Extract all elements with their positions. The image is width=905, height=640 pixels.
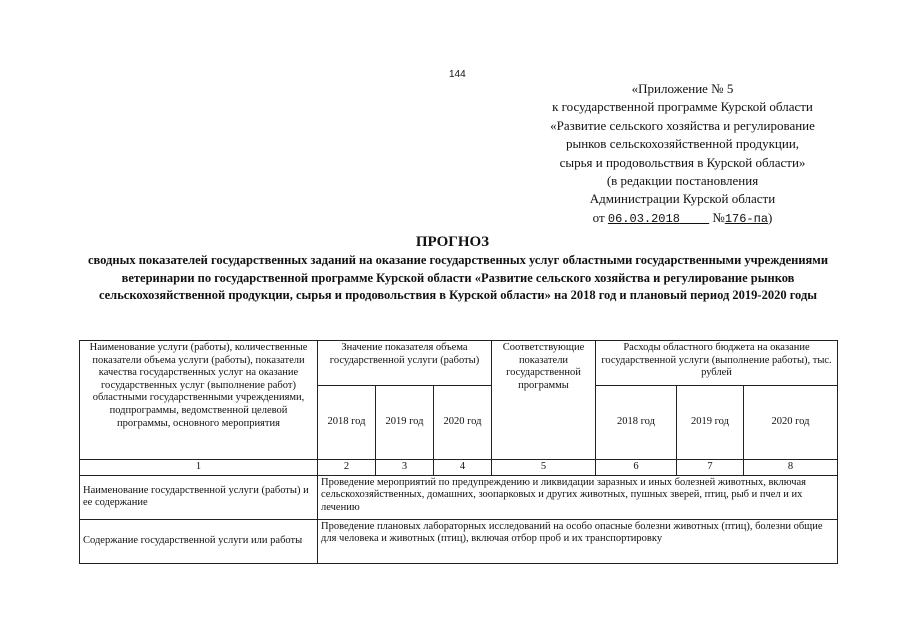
column-number: 5 [492, 460, 596, 476]
header-service-name: Наименование услуги (работы), количественные показатели объема услуги (работы), показатели качества государственных услуг на оказание государственных услуг (выполнение работ) областными государственными учреждениями, подпрограммы, ведомственной целевой программы, основного мероприятия [80, 341, 318, 460]
header-program-indicators: Соответствующие показатели государственной программы [492, 341, 596, 460]
column-number: 6 [596, 460, 677, 476]
row-label: Содержание государственной услуги или работы [80, 519, 318, 563]
row-content: Проведение плановых лабораторных исследований на особо опасные болезни животных (птиц), болезни общие для человека и животных (птиц), включая отбор проб и их транспортировку [318, 519, 838, 563]
year-2018-expenses: 2018 год [596, 386, 677, 460]
document-title: ПРОГНОЗ [415, 234, 490, 250]
number-prefix: № [712, 209, 725, 225]
document-subtitle: сводных показателей государственных заданий на оказание государственных услуг областными государственными учреждениями ветеринарии по государственной программе Курской области «Развитие сельского хозяйства и регулирование рынков сельскохозяйственной продукции, сырья и продовольствия в Курской области» на 2018 год и плановый период 2019-2020 годы [87, 253, 829, 302]
column-number: 2 [318, 460, 376, 476]
row-content: Проведение мероприятий по предупреждению и ликвидации заразных и иных болезней животных, включая сельскохозяйственных, домашних, зоопарковых и других животных, пушных зверей, птиц, рыб и пчел и их лечению [318, 475, 838, 519]
column-number: 7 [677, 460, 744, 476]
appendix-line: (в редакции постановления [606, 173, 759, 189]
row-label: Наименование государственной услуги (работы) и ее содержание [80, 475, 318, 519]
year-2019-expenses: 2019 год [677, 386, 744, 460]
close-paren: ) [768, 209, 773, 225]
column-number: 1 [80, 460, 318, 476]
appendix-line: «Приложение № 5 [631, 81, 734, 96]
appendix-block [505, 80, 860, 228]
page-number: 144 [449, 69, 466, 80]
year-2020-expenses: 2020 год [744, 386, 838, 460]
header-volume-value: Значение показателя объема государственной услуги (работы) [318, 341, 492, 386]
year-2019-volume: 2019 год [376, 386, 434, 460]
appendix-line: рынков сельскохозяйственной продукции, [565, 136, 800, 152]
table-row [80, 475, 838, 519]
appendix-line: Администрации Курской области [589, 191, 776, 207]
column-number: 8 [744, 460, 838, 476]
resolution-date: 06.03.2018 [607, 211, 680, 226]
appendix-line: к государственной программе Курской области [552, 99, 813, 115]
forecast-table [79, 340, 838, 564]
header-budget-expenses: Расходы областного бюджета на оказание государственной услуги (выполнение работы), тыс. рублей [596, 341, 838, 386]
year-2018-volume: 2018 год [318, 386, 376, 460]
column-number: 3 [376, 460, 434, 476]
appendix-line: сырья и продовольствия в Курской области» [559, 154, 806, 170]
date-prefix: от [592, 209, 605, 225]
column-number: 4 [434, 460, 492, 476]
year-2020-volume: 2020 год [434, 386, 492, 460]
appendix-line: «Развитие сельского хозяйства и регулирование [550, 117, 815, 133]
appendix-date-line [505, 209, 860, 228]
resolution-number: 176-па [724, 211, 769, 226]
table-row [80, 519, 838, 563]
